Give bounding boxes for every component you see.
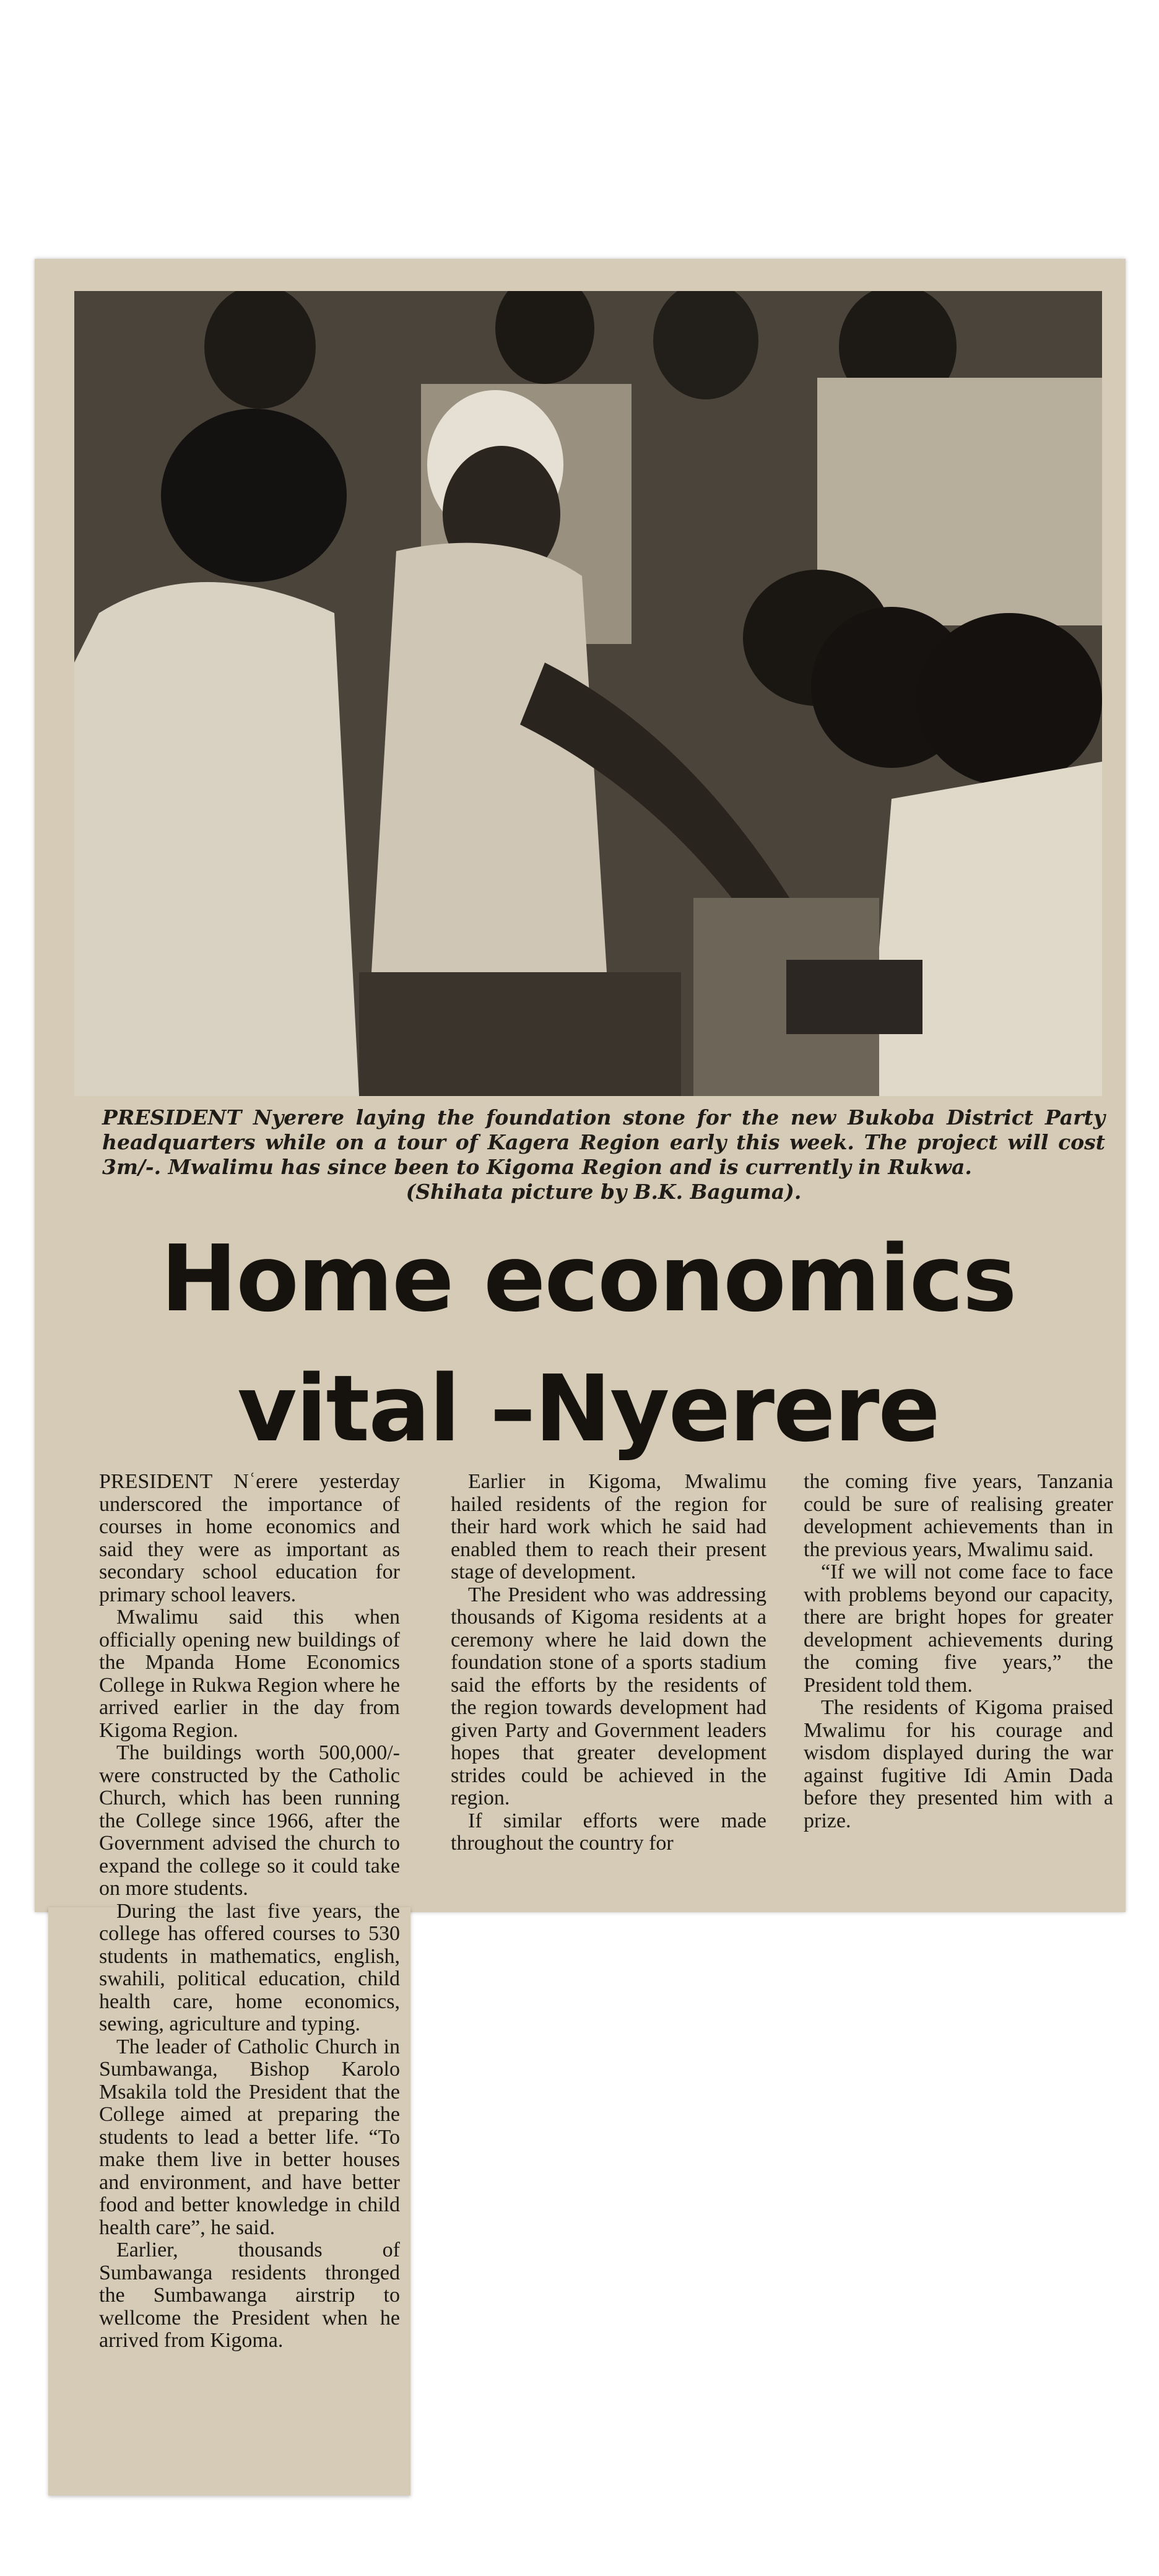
paragraph: The leader of Catholic Church in Sumbawanga, Bishop Karolo Msakila told the President that the College aimed at preparing the students to lead a better life. “To make them live in better houses and environment, and have better food and better knowledge in child health care”, he said. bbox=[99, 2035, 400, 2239]
paragraph: Earlier, thousands of Sumbawanga residents thronged the Sumbawanga airstrip to wellcome the President when he arrived from Kigoma. bbox=[99, 2239, 400, 2352]
paragraph: the coming five years, Tanzania could be sure of realising greater development achievements than in the previous years, Mwalimu said. bbox=[804, 1470, 1113, 1561]
photo-caption bbox=[102, 1105, 1105, 1204]
paragraph: PRESIDENT Nʿerere yesterday underscored the importance of courses in home economics and said they were as important as secondary school education for primary school leavers. bbox=[99, 1470, 400, 1606]
paragraph: “If we will not come face to face with problems beyond our capacity, there are bright hopes for greater development achievements during the coming five years,” the President told them. bbox=[804, 1560, 1113, 1697]
news-photo bbox=[74, 291, 1102, 1096]
headline-line-2: vital –Nyerere bbox=[237, 1355, 939, 1462]
headline-line-1: Home economics bbox=[160, 1225, 1016, 1332]
photo-credit: (Shihata picture by B.K. Baguma). bbox=[406, 1180, 802, 1204]
article-column-1 bbox=[99, 1471, 400, 2352]
paragraph: The residents of Kigoma praised Mwalimu for his courage and wisdom displayed during the war against fugitive Idi Amin Dada before they presented him with a prize. bbox=[804, 1696, 1113, 1832]
paragraph: If similar efforts were made throughout the country for bbox=[451, 1809, 766, 1855]
paragraph: Earlier in Kigoma, Mwalimu hailed residents of the region for their hard work which he said had enabled them to reach their present stage of development. bbox=[451, 1470, 766, 1583]
article-column-3 bbox=[804, 1471, 1113, 1832]
paragraph: The buildings worth 500,000/- were constructed by the Catholic Church, which has been running the College since 1966, after the Government advised the church to expand the college so it could take on more students. bbox=[99, 1741, 400, 1900]
paragraph: Mwalimu said this when officially opening new buildings of the Mpanda Home Economics College in Rukwa Region where he arrived earlier in the day from Kigoma Region. bbox=[99, 1606, 400, 1742]
article-column-2 bbox=[451, 1471, 766, 1855]
photo-icon bbox=[74, 291, 1102, 1096]
paragraph: The President who was addressing thousands of Kigoma residents at a ceremony where he laid down the foundation stone of a sports stadium said the efforts by the residents of the region towards development had given Party and Government leaders hopes that greater development strides could be achieved in the region. bbox=[451, 1583, 766, 1809]
paragraph: During the last five years, the college has offered courses to 530 students in mathematics, english, swahili, political education, child health care, home economics, sewing, agriculture and typing. bbox=[99, 1899, 400, 2035]
headline bbox=[93, 1214, 1083, 1474]
caption-text: PRESIDENT Nyerere laying the foundation stone for the new Bukoba District Party headquarters while on a tour of Kagera Region early this week. The project will cost 3m/-. Mwalimu has since been to Kigoma Region and is currently in Rukwa. bbox=[102, 1105, 1105, 1179]
